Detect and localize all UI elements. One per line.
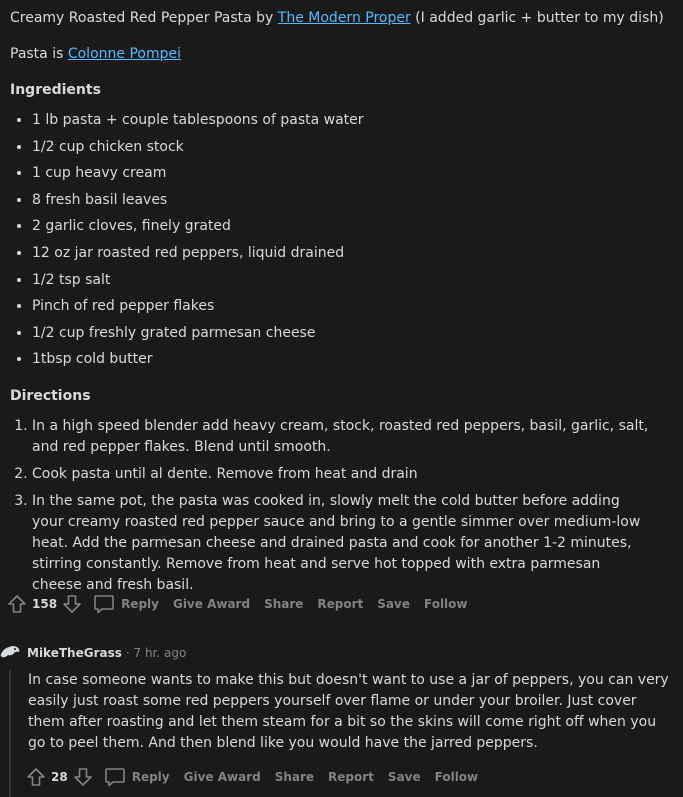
thread-line[interactable] (9, 670, 11, 797)
vote-count: 28 (51, 769, 68, 784)
ingredient-item: • Pinch of red pepper flakes (32, 296, 673, 323)
upvote-icon[interactable] (6, 593, 28, 615)
comment-icon (104, 767, 126, 787)
ingredient-item: • 12 oz jar roasted red peppers, liquid drained (32, 243, 673, 270)
directions-heading: Directions (10, 387, 91, 404)
reply-button[interactable] (93, 594, 159, 615)
ingredient-item: • 1 lb pasta + couple tablespoons of pasta water (32, 110, 673, 137)
avatar[interactable] (0, 642, 21, 664)
ingredient-item: • 1/2 tsp salt (32, 270, 673, 297)
intro-suffix: (I added garlic + butter to my dish) (410, 10, 664, 26)
ingredient-item: • 1/2 cup chicken stock (32, 137, 673, 164)
recipe-intro (10, 8, 673, 29)
ingredient-item: • 8 fresh basil leaves (32, 190, 673, 217)
modern-proper-link[interactable]: The Modern Proper (277, 10, 411, 26)
upvote-icon[interactable] (25, 766, 47, 788)
share-button[interactable]: Share (264, 596, 304, 611)
comment-action-bar (25, 765, 478, 789)
comment-body: In case someone wants to make this but doesn't want to use a jar of peppers, you can very easily just roast some red peppers yourself over flame or under your broiler. Just cover them after roasting and let them steam for a bit so the skins will come right off when you go to peel them. And then blend like you would have the jarred peppers. (28, 672, 669, 751)
downvote-icon[interactable] (72, 766, 94, 788)
give-award-button[interactable]: Give Award (183, 769, 261, 784)
comment-timestamp[interactable]: · 7 hr. ago (125, 645, 187, 660)
directions-list (10, 416, 673, 596)
comment-username[interactable]: MikeTheGrass (27, 645, 122, 660)
ingredients-heading: Ingredients (10, 82, 101, 98)
colonne-pompei-link[interactable]: Colonne Pompei (67, 46, 181, 62)
ingredient-item: • 1/2 cup freshly grated parmesan cheese (32, 323, 673, 350)
follow-button[interactable]: Follow (423, 596, 468, 611)
vote-count: 158 (32, 596, 58, 611)
ingredients-list (10, 110, 673, 376)
follow-button[interactable]: Follow (434, 769, 479, 784)
direction-step: 2. Cook pasta until al dente. Remove from heat and drain (32, 464, 673, 485)
post-action-bar (6, 592, 468, 616)
save-button[interactable]: Save (377, 596, 410, 611)
report-button[interactable]: Report (328, 769, 374, 784)
comment-header (0, 640, 683, 666)
pasta-line (10, 44, 673, 65)
comment-icon (93, 594, 115, 614)
vote-controls (6, 593, 83, 615)
reply-label: Reply (131, 769, 170, 784)
pasta-label: Pasta is (10, 46, 68, 62)
ingredient-item: • 1tbsp cold butter (32, 349, 673, 376)
report-button[interactable]: Report (317, 596, 364, 611)
ingredient-item: • 2 garlic cloves, finely grated (32, 216, 673, 243)
direction-step: 3. In the same pot, the pasta was cooked in, slowly melt the cold butter before adding your creamy roasted red pepper sauce and bring to a gentle simmer over medium-low heat. Add the parmesan cheese and drained pasta and cook for another 1-2 minutes, stirring constantly. Remove from heat and serve hot topped with extra parmesan cheese and fresh basil. (32, 491, 673, 596)
share-button[interactable]: Share (274, 769, 315, 784)
reply-label: Reply (121, 596, 159, 611)
ingredient-item: • 1 cup heavy cream (32, 163, 673, 190)
direction-step: 1. In a high speed blender add heavy cream, stock, roasted red peppers, basil, garlic, salt, and red pepper flakes. Blend until smooth. (32, 416, 673, 458)
reply-button[interactable] (104, 767, 170, 788)
give-award-button[interactable]: Give Award (172, 596, 251, 611)
save-button[interactable]: Save (387, 769, 421, 784)
downvote-icon[interactable] (61, 593, 83, 615)
comment (0, 640, 683, 784)
vote-controls (25, 766, 94, 788)
intro-text: Creamy Roasted Red Pepper Pasta by (10, 10, 278, 26)
